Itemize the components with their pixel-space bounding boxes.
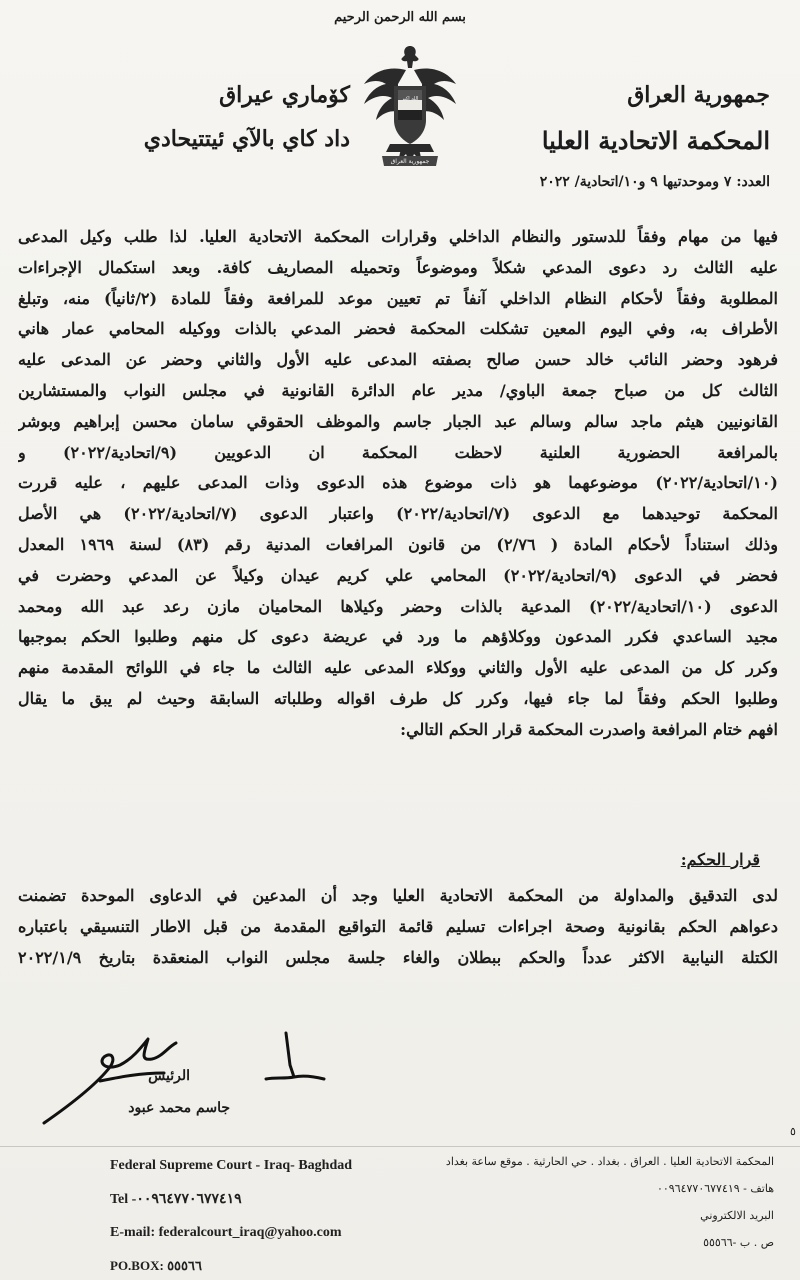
ruling-line: دعواهم الحكم بقانونية وصحة اجراءات تسليم قائمة التواقيع المقدمة من قبل الاطار التنسيقي باعتباره	[18, 917, 778, 936]
body-line: وذلك استناداً لأحكام المادة ( ٢/٧٦) من قانون المرافعات المدنية رقم (٨٣) لسنة ١٩٦٩ المعدل	[18, 534, 778, 554]
footer-address-ar: المحكمة الاتحادية العليا . العراق . بغداد . حي الحارثية . موقع ساعة بغداد	[445, 1155, 774, 1168]
ruling-line: الكتلة النيابية الاكثر عدداً والحكم ببطلان والغاء جلسة مجلس النواب المنعقدة بتاريخ ٢٠٢٢/١/٩	[18, 948, 778, 967]
footer-pobox-ar: ص . ب -٥٥٥٦٦	[703, 1236, 774, 1249]
body-line: الدعوى (١٠/اتحادية/٢٠٢٢) المدعية بالذات وحضر وكيلاها المحاميان مازن رعد عبد الله ومحمد	[18, 596, 778, 616]
court-name-kurdish: داد كاي بالآي ئيتتيحادي	[143, 126, 350, 152]
body-line: وطلبوا الحكم وفقاً لما جاء فيها، وكرر كل طرف اقواله وطلباته السابقة وحيث لم يبق ما يقال	[18, 688, 778, 708]
iraq-eagle-emblem	[360, 40, 460, 180]
body-line: (١٠/اتحادية/٢٠٢٢) موضوعهما هو ذات موضوع هذه الدعوى وذات المدعى عليهم ، عليه قررت	[18, 473, 778, 493]
footer-email-label-ar: البريد الالكتروني	[700, 1209, 774, 1222]
body-line: افهم ختام المرافعة واصدرت المحكمة قرار الحكم التالي:	[400, 719, 778, 739]
footer-arabic	[414, 1155, 774, 1263]
body-line: الأطراف به، وفي اليوم المعين تشكلت المحكمة فحضر المدعي بالذات ووكيله المحامي عمار هاني	[18, 319, 778, 339]
body-line: المطلوبة وفقاً لأحكام النظام الداخلي آنفاً تم تعيين موعد للمرافعة وفقاً للمادة (٢/ثانياً) منه، وتبلغ	[18, 288, 778, 308]
footer-english	[110, 1158, 352, 1274]
court-name: المحكمة الاتحادية العليا	[541, 126, 770, 155]
footer-phone: Tel -٠٠٩٦٤٧٧٠٦٧٧٤١٩	[110, 1192, 242, 1207]
ruling-line: لدى التدقيق والمداولة من المحكمة الاتحادية العليا وجد أن المدعين في الدعاوى الموحدة تضمنت	[18, 886, 778, 905]
body-line: الثالث كل من صباح جمعة الباوي/ مدير عام الدائرة القانونية في مجلس النواب والمستشارين	[18, 380, 778, 400]
country-name-kurdish: كوٚماري عيراق	[219, 82, 350, 108]
footer-court-name: Federal Supreme Court - Iraq- Baghdad	[110, 1158, 353, 1173]
judgment-body	[18, 222, 778, 746]
emblem-caption-top: الله اكبر	[401, 96, 419, 102]
president-title: الرئيس	[148, 1068, 190, 1084]
body-line: المحكمة توحيدهما مع الدعوى (٧/اتحادية/٢٠٢٢) واعتبار الدعوى (٧/اتحادية/٢٠٢٢) هي الأصل	[18, 504, 778, 524]
ruling-heading: قرار الحكم:	[680, 850, 760, 869]
body-line: فحضر في الدعوى (٩/اتحادية/٢٠٢٢) المحامي علي كريم عيدان وكيلاً عن المدعي وحضرت في	[18, 565, 778, 585]
emblem-caption-bottom: جمهورية العراق	[390, 158, 430, 165]
footer-pobox: PO.BOX: ٥٥٥٦٦	[110, 1258, 202, 1273]
footer-divider	[0, 1146, 800, 1147]
header-right	[510, 82, 770, 155]
footer-phone-ar: هاتف - ٠٠٩٦٤٧٧٠٦٧٧٤١٩	[656, 1182, 774, 1195]
president-name: جاسم محمد عبود	[128, 1100, 230, 1116]
header-left	[90, 82, 350, 152]
country-name: جمهورية العراق	[627, 82, 770, 108]
case-number: العدد: ٧ وموحدتيها ٩ و١٠/اتحادية/ ٢٠٢٢	[539, 174, 770, 190]
body-line: بالمرافعة الحضورية العلنية لاحظت المحكمة ان الدعويين (٩/اتحادية/٢٠٢٢) و	[18, 442, 778, 462]
body-line: فرهود وحضر النائب خالد حسن صالح بصفته المدعى عليه الأول والثاني وحضر عن المدعى عليه	[18, 350, 778, 370]
body-line: مجيد الساعدي فكرر المدعون ووكلاؤهم ما ورد في عريضة دعوى كل منهم وطلبوا الحكم بموجبها	[18, 627, 778, 647]
body-line: فيها من مهام وفقاً للدستور والنظام الداخلي وقرارات المحكمة الاتحادية العليا. لذا طلب وكيل المدعى	[18, 227, 778, 246]
ruling-text	[18, 880, 778, 973]
basmala: بسم الله الرحمن الرحيم	[334, 10, 466, 25]
body-line: وكرر كل من المدعى عليه الأول والثاني ووكلاء المدعى عليه الثالث ما جاء في اللوائح المقدمة منهم	[18, 658, 778, 678]
footer-email[interactable]: E-mail: federalcourt_iraq@yahoo.com	[110, 1225, 342, 1240]
body-line: عليه الثالث رد دعوى المدعي شكلاً وموضوعاً وتحميله المصاريف كافة. وبعد استكمال الإجراءات	[18, 257, 778, 277]
page-mark: ٥	[790, 1125, 796, 1138]
body-line: القانونيين هيثم ماجد سالم وسالم عبد الجبار جاسم والموظف الحقوقي سامان محسن إبراهيم وبوشر	[18, 411, 778, 431]
